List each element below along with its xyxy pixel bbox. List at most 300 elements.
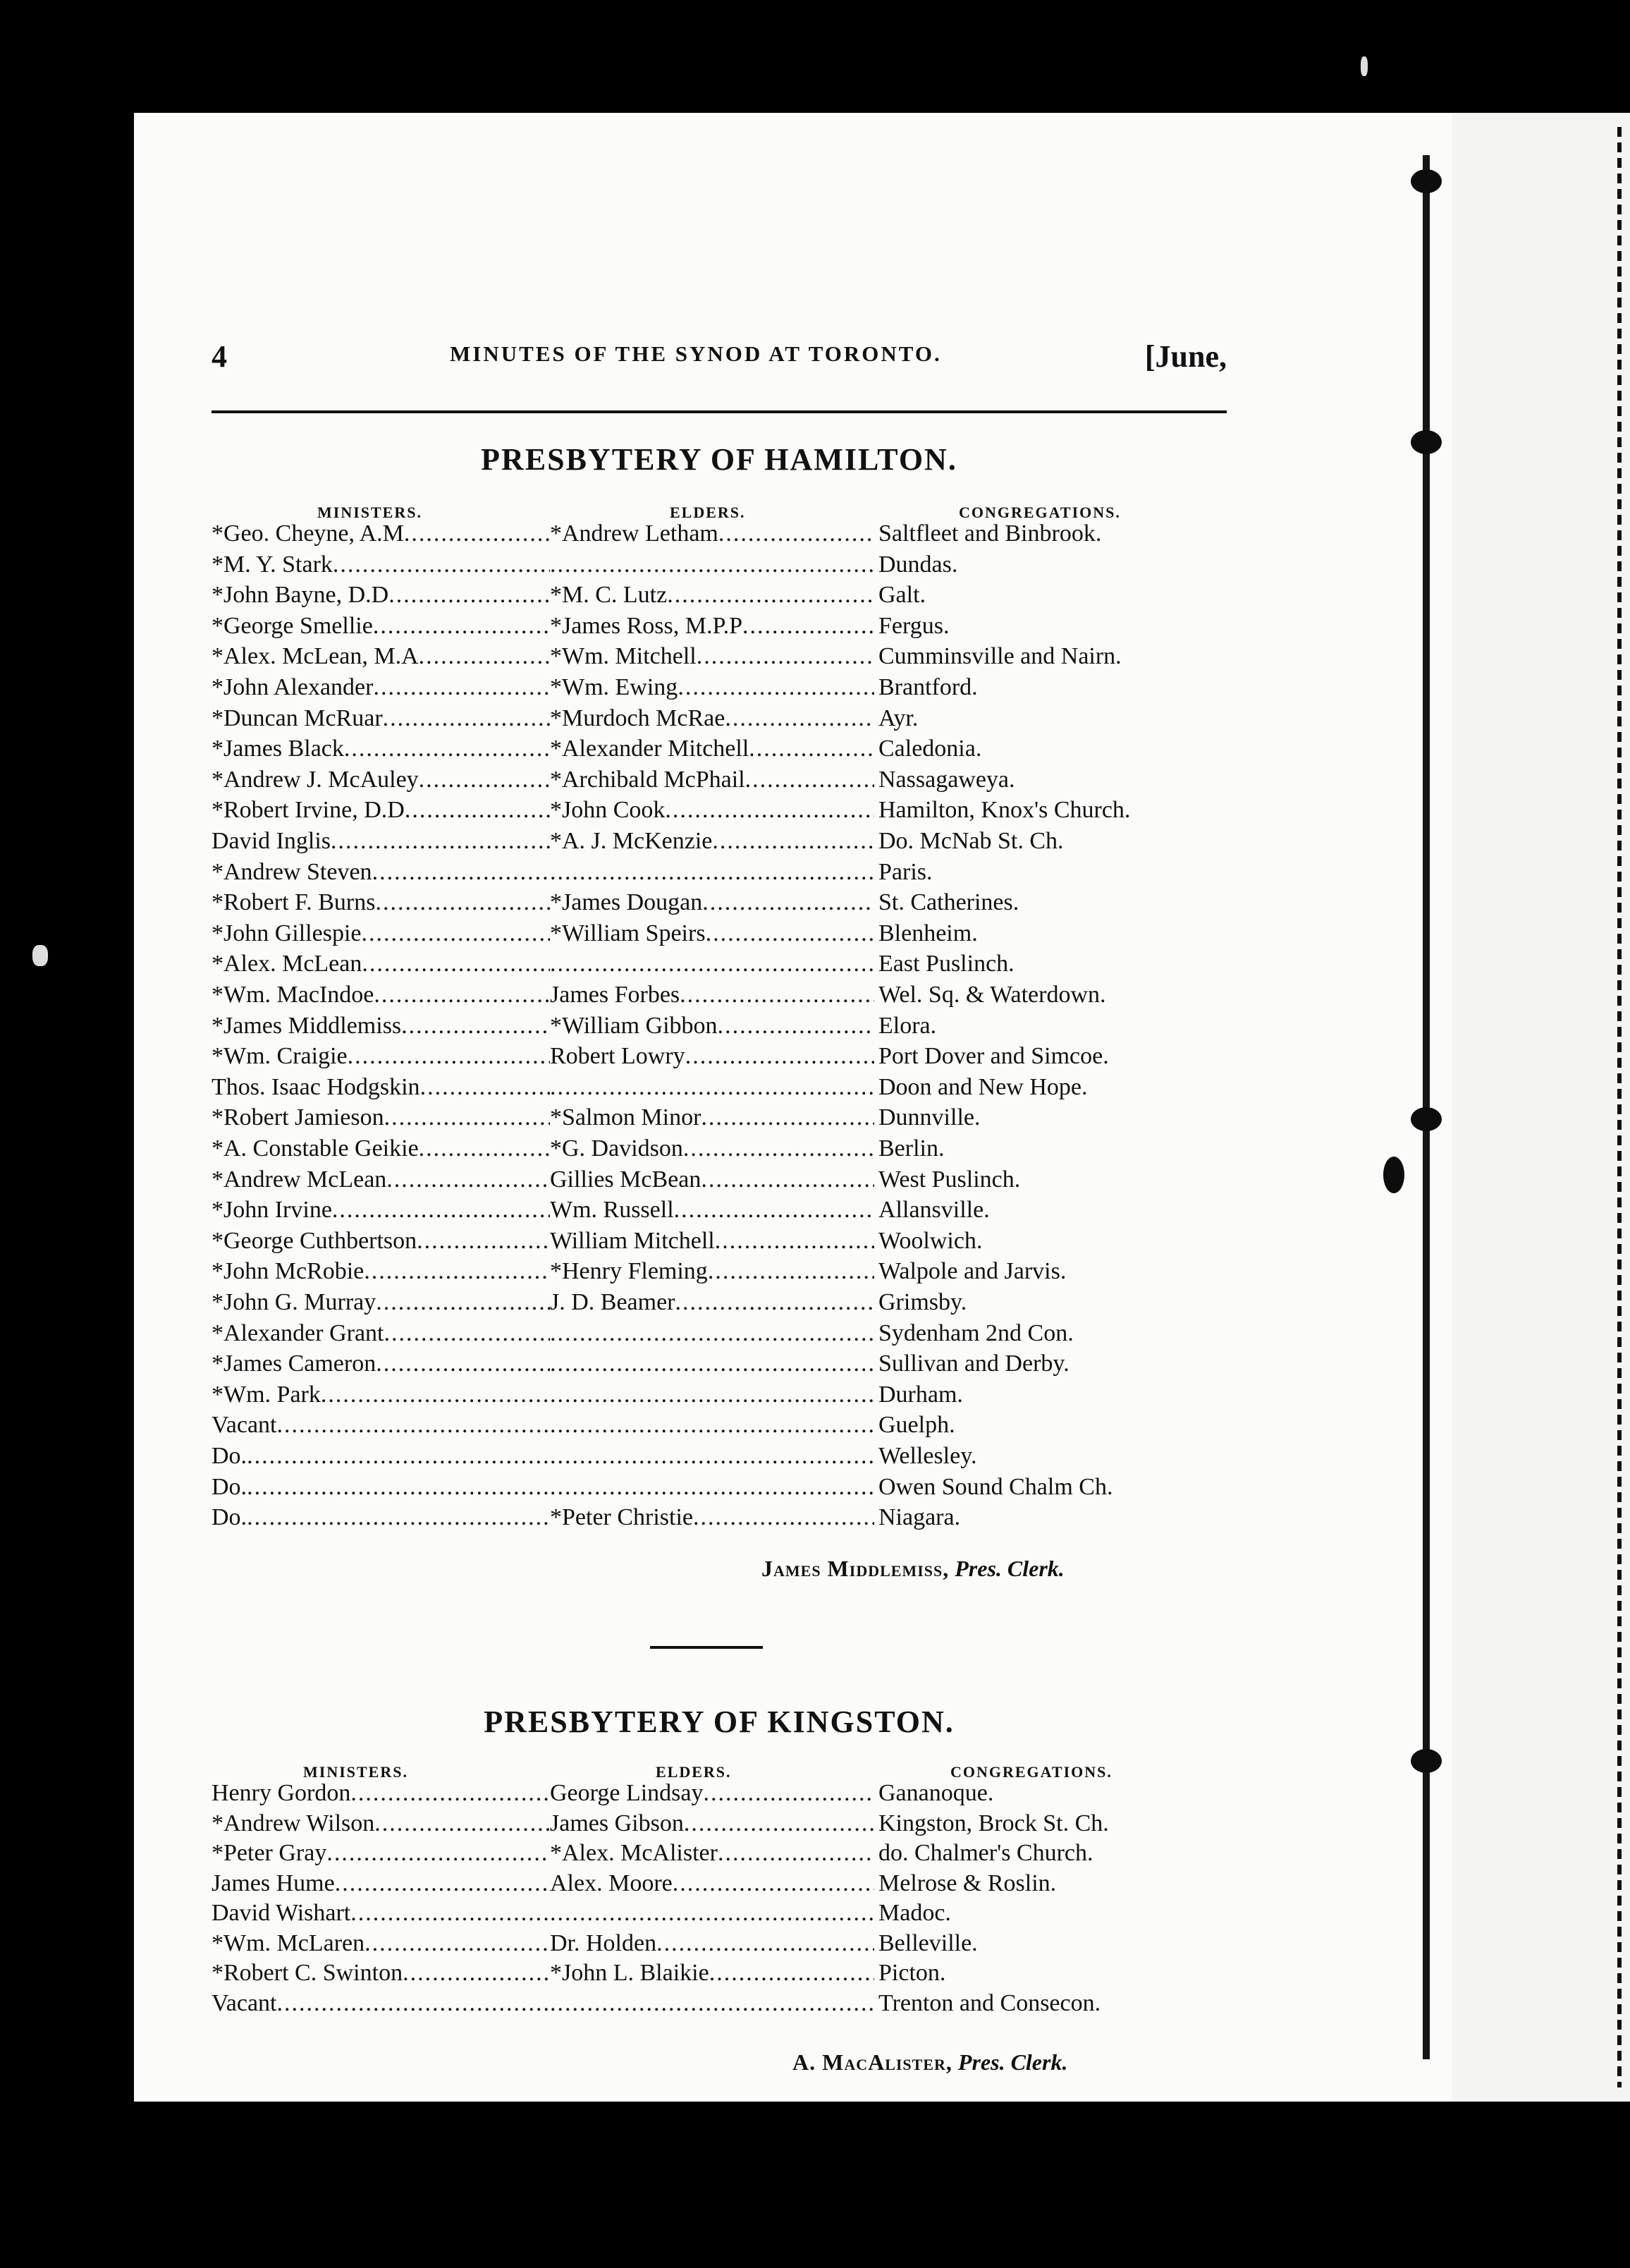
dot-leader [683,1135,874,1162]
congregation-name-cell [874,643,1122,670]
congregation-name-cell [874,1780,993,1807]
minister-name-cell [212,1443,550,1470]
congregation-name-cell [874,1840,1093,1867]
elder-name: *Henry Fleming [550,1258,708,1285]
table-row [212,1289,1227,1320]
dot-leader [384,1104,550,1130]
congregation-name: Doon and New Hope. [878,1073,1088,1100]
table-row [212,674,1227,705]
minister-name-cell [212,982,550,1008]
elder-name: Dr. Holden [550,1929,657,1956]
table-row [212,1412,1227,1443]
table-row [212,920,1227,951]
dot-leader [656,1930,874,1956]
table-row [212,1043,1227,1074]
congregation-name: Durham. [878,1381,963,1408]
elder-name: *Alex. McAlister [550,1840,718,1866]
dot-leader [550,1320,874,1346]
kingston-clerk-role: Pres. Clerk. [957,2049,1068,2075]
dot-leader [708,1258,874,1284]
congregation-name: Belleville. [878,1929,978,1956]
dot-leader [703,1780,874,1806]
congregation-name-cell [874,1166,1020,1193]
dot-leader [374,1810,550,1836]
minister-name: Do. [212,1504,247,1531]
congregation-name-cell [874,1870,1056,1897]
page-number: 4 [212,339,227,374]
minister-name-cell [212,1382,550,1408]
table-row [212,1258,1227,1289]
table-row [212,859,1227,890]
dot-leader [420,1074,550,1100]
table-row [212,767,1227,798]
dot-leader [386,1166,550,1193]
minister-name: *John Irvine [212,1197,332,1224]
stitch-knot [1411,169,1442,193]
hamilton-clerk [761,1556,1065,1582]
elder-name-cell [550,920,874,947]
elder-name-cell [550,1228,874,1255]
running-title: MINUTES OF THE SYNOD AT TORONTO. [450,341,942,366]
table-row [212,613,1227,644]
elder-name-cell [550,1351,874,1377]
congregation-name: Caledonia. [878,736,982,762]
elder-name: *John Cook [550,797,666,824]
dot-leader [350,1900,550,1926]
hamilton-col-ministers: MINISTERS. [317,504,422,521]
congregation-name-cell [874,1289,967,1316]
dot-leader [701,1104,874,1130]
elder-name-cell [550,1504,874,1531]
dot-leader [383,705,550,731]
congregation-name-cell [874,1412,955,1439]
dot-leader [702,889,874,915]
minister-name: *M. Y. Stark [212,551,333,578]
congregation-name-cell [874,797,1130,824]
table-row [212,1104,1227,1135]
dot-leader [401,1013,550,1039]
minister-name: *John McRobie [212,1258,364,1285]
congregation-name-cell [874,1074,1088,1101]
congregation-name: Gananoque. [878,1780,994,1806]
congregation-name-cell [874,736,981,762]
header-rule [212,410,1227,413]
table-row [212,705,1227,736]
elder-name: George Lindsay [550,1780,704,1806]
congregation-name: Sydenham 2nd Con. [878,1319,1074,1346]
dot-leader [709,1960,874,1986]
congregation-name-cell [874,1228,982,1255]
congregation-name: Elora. [878,1012,937,1039]
elder-name-cell [550,551,874,578]
elder-name: *William Speirs [550,920,706,946]
congregation-name: Berlin. [878,1135,945,1162]
minister-name: *Alex. McLean [212,951,362,977]
minister-name-cell [212,1351,550,1377]
table-row [212,1900,1227,1931]
ink-blot [1383,1157,1404,1193]
minister-name-cell [212,1166,550,1193]
minister-name-cell [212,1258,550,1285]
elder-name-cell [550,1840,874,1867]
kingston-clerk [792,2049,1067,2075]
dot-leader [550,1074,874,1100]
elder-name-cell [550,736,874,762]
elder-name-cell [550,1104,874,1131]
minister-name-cell [212,920,550,947]
minister-name: *George Smellie [212,612,373,639]
minister-name: Do. [212,1473,247,1500]
congregation-name: East Puslinch. [878,951,1015,977]
minister-name-cell [212,736,550,762]
table-row [212,1351,1227,1382]
hamilton-col-elders: ELDERS. [670,504,746,521]
elder-name: *M. C. Lutz [550,582,668,609]
dot-leader [697,643,874,669]
stitch-knot [1411,1107,1442,1131]
congregation-name-cell [874,520,1101,547]
table-row [212,1443,1227,1474]
dot-leader [372,859,550,885]
table-row [212,520,1227,551]
congregation-name: Melrose & Roslin. [878,1870,1057,1896]
minister-name-cell [212,643,550,670]
dot-leader [550,951,874,977]
dot-leader [373,613,550,639]
congregation-name: Grimsby. [878,1289,967,1315]
congregation-name-cell [874,889,1019,916]
dot-leader [665,797,874,823]
minister-name-cell [212,551,550,578]
paper-speck [1361,56,1368,76]
dot-leader [675,1289,874,1315]
congregation-name-cell [874,613,949,640]
dot-leader [388,582,550,608]
dot-leader [362,951,550,977]
minister-name: *Robert C. Swinton [212,1960,403,1986]
congregation-name: Sullivan and Derby. [878,1351,1070,1377]
table-row [212,1870,1227,1901]
congregation-name: Allansville. [878,1197,990,1224]
minister-name-cell [212,859,550,886]
congregation-name-cell [874,1443,977,1470]
table-row [212,582,1227,613]
congregation-name-cell [874,1351,1070,1377]
elder-name-cell [550,1930,874,1957]
minister-name: *Andrew J. McAuley [212,766,419,793]
congregation-name: Ayr. [878,705,919,731]
minister-name: *Peter Gray [212,1840,327,1866]
elder-name-cell [550,982,874,1008]
elder-name-cell [550,1412,874,1439]
dot-leader [373,674,550,700]
minister-name: *James Black [212,736,344,762]
minister-name-cell [212,1289,550,1316]
elder-name-cell [550,889,874,916]
dot-leader [331,828,550,854]
table-row [212,1228,1227,1259]
congregation-name-cell [874,1197,990,1224]
elder-name: *John L. Blaikie [550,1960,709,1986]
congregation-name-cell [874,951,1015,977]
dot-leader [419,643,550,669]
dot-leader [550,1412,874,1438]
table-row [212,1504,1227,1535]
table-row [212,951,1227,982]
elder-name-cell [550,1870,874,1897]
elder-name: *William Gibbon [550,1012,718,1039]
congregation-name: Port Dover and Simcoe. [878,1043,1109,1070]
minister-name-cell [212,1013,550,1040]
elder-name-cell [550,582,874,609]
dot-leader [376,1351,550,1377]
minister-name: *John G. Murray [212,1289,376,1315]
elder-name: Alex. Moore [550,1870,673,1896]
dot-leader [684,1810,874,1836]
dot-leader [550,551,874,578]
congregation-name-cell [874,1474,1113,1501]
minister-name-cell [212,582,550,609]
minister-name: *Alexander Grant [212,1319,384,1346]
minister-name-cell [212,1412,550,1439]
minister-name: *Andrew Wilson [212,1810,375,1836]
dot-leader [749,736,874,762]
congregation-name: Dundas. [878,551,958,578]
right-page-edge [1617,127,1622,2087]
minister-name-cell [212,1840,550,1867]
elder-name: *Salmon Minor [550,1104,701,1131]
minister-name-cell [212,1960,550,1987]
minister-name-cell [212,1320,550,1347]
congregation-name-cell [874,982,1106,1008]
dot-leader [376,1289,550,1315]
minister-name-cell [212,613,550,640]
congregation-name: Trenton and Consecon. [878,1989,1101,2016]
dot-leader [375,889,550,915]
minister-name: *John Bayne, D.D [212,582,389,609]
table-row [212,1840,1227,1871]
minister-name: *Wm. Craigie [212,1043,348,1070]
congregation-name: Wel. Sq. & Waterdown. [878,982,1106,1008]
congregation-name: Dunnville. [878,1104,981,1131]
table-row [212,982,1227,1013]
dot-leader [335,1870,550,1896]
hamilton-title: PRESBYTERY OF HAMILTON. [481,442,957,477]
congregation-name-cell [874,1043,1109,1070]
congregation-name-cell [874,920,978,947]
congregation-name: Nassagaweya. [878,766,1015,793]
dot-leader [718,1840,874,1866]
elder-name-cell [550,613,874,640]
congregation-name: St. Catherines. [878,889,1019,916]
elder-name-cell [550,1258,874,1285]
section-separator [650,1646,763,1649]
dot-leader [725,705,874,731]
elder-name-cell [550,1043,874,1070]
elder-name: *Alexander Mitchell [550,736,749,762]
dot-leader [550,1351,874,1377]
stitch-knot [1411,430,1442,454]
congregation-name-cell [874,859,933,886]
elder-name-cell [550,520,874,547]
dot-leader [361,920,550,946]
elder-name-cell [550,1135,874,1162]
dot-leader [277,1990,550,2016]
minister-name: Henry Gordon [212,1780,351,1806]
minister-name: *Wm. McLaren [212,1929,365,1956]
congregation-name: Walpole and Jarvis. [878,1258,1067,1285]
elder-name-cell [550,1474,874,1501]
minister-name: *James Cameron [212,1351,376,1377]
elder-name-cell [550,1382,874,1408]
dot-leader [673,1870,874,1896]
congregation-name: Brantford. [878,674,978,700]
table-row [212,1197,1227,1228]
minister-name-cell [212,1930,550,1957]
elder-name: Robert Lowry [550,1043,685,1070]
dot-leader [419,767,550,793]
congregation-name: Paris. [878,858,933,885]
kingston-col-congregations: CONGREGATIONS. [950,1763,1113,1781]
dot-leader [384,1320,550,1346]
elder-name: *G. Davidson [550,1135,683,1162]
congregation-name: Saltfleet and Binbrook. [878,520,1102,547]
minister-name: David Wishart [212,1900,351,1926]
elder-name: James Forbes [550,982,680,1008]
minister-name: *Robert Irvine, D.D [212,797,405,824]
minister-name-cell [212,520,550,547]
dot-leader [550,1443,874,1469]
table-row [212,1135,1227,1166]
congregation-name-cell [874,1320,1074,1347]
elder-name: *A. J. McKenzie [550,828,713,854]
dot-leader [350,1780,550,1806]
congregation-name-cell [874,551,957,578]
congregation-name: Woolwich. [878,1227,983,1254]
congregation-name: Blenheim. [878,920,978,946]
minister-name: *James Middlemiss [212,1012,402,1039]
dot-leader [374,982,550,1008]
minister-name: *Geo. Cheyne, A.M [212,520,404,547]
congregation-name-cell [874,1135,944,1162]
dot-leader [667,582,874,608]
minister-name-cell [212,705,550,732]
congregation-name-cell [874,1930,978,1957]
congregation-name: do. Chalmer's Church. [878,1840,1093,1866]
table-row [212,1382,1227,1413]
table-row [212,1780,1227,1811]
dot-leader [348,1043,550,1069]
table-row [212,1810,1227,1841]
minister-name-cell [212,767,550,793]
minister-name: James Hume [212,1870,335,1896]
paper-speck [32,945,48,966]
minister-name: *Andrew Steven [212,858,372,885]
congregation-name: Niagara. [878,1504,961,1531]
elder-name-cell [550,828,874,855]
congregation-name-cell [874,1990,1101,2017]
elder-name: *Peter Christie [550,1504,694,1531]
congregation-name: Picton. [878,1960,946,1986]
dot-leader [364,1930,550,1956]
dot-leader [277,1412,550,1438]
dot-leader [364,1258,550,1284]
dot-leader [712,828,874,854]
congregation-name-cell [874,582,926,609]
dot-leader [404,520,550,547]
dot-leader [550,1900,874,1926]
minister-name-cell [212,1104,550,1131]
dot-leader [247,1443,550,1469]
congregation-name: Wellesley. [878,1443,977,1469]
minister-name: *Robert Jamieson [212,1104,384,1131]
elder-name: James Gibson [550,1810,684,1836]
dot-leader [715,1228,874,1254]
congregation-name-cell [874,828,1064,855]
congregation-name: Cumminsville and Nairn. [878,643,1122,670]
table-row [212,797,1227,828]
table-row [212,1320,1227,1351]
minister-name-cell [212,951,550,977]
running-month: [June, [1144,339,1227,374]
dot-leader [550,1990,874,2016]
minister-name-cell [212,1870,550,1897]
dot-leader [247,1504,550,1530]
elder-name-cell [550,1074,874,1101]
dot-leader [680,982,874,1008]
table-row [212,1960,1227,1991]
minister-name-cell [212,1228,550,1255]
elder-name: William Mitchell [550,1227,715,1254]
minister-name-cell [212,1810,550,1837]
elder-name-cell [550,1780,874,1807]
table-row [212,828,1227,859]
kingston-col-ministers: MINISTERS. [303,1763,408,1781]
elder-name: *Wm. Mitchell [550,643,697,670]
dot-leader [333,551,550,578]
minister-name-cell [212,1474,550,1501]
elder-name-cell [550,1810,874,1837]
minister-name: *Robert F. Burns [212,889,376,916]
congregation-name: Fergus. [878,612,950,639]
elder-name-cell [550,1166,874,1193]
minister-name: *George Cuthbertson [212,1227,417,1254]
elder-name-cell [550,1197,874,1224]
dot-leader [247,1474,550,1500]
congregation-name-cell [874,1382,963,1408]
congregation-name-cell [874,1900,951,1927]
congregation-name-cell [874,1104,980,1131]
hamilton-col-congregations: CONGREGATIONS. [959,504,1121,521]
congregation-name: Guelph. [878,1412,955,1439]
minister-name: Do. [212,1443,247,1469]
table-row [212,643,1227,674]
minister-name-cell [212,1197,550,1224]
minister-name-cell [212,889,550,916]
minister-name: *Alex. McLean, M.A [212,643,419,670]
minister-name-cell [212,1504,550,1531]
minister-name-cell [212,674,550,701]
elder-name-cell [550,1960,874,1987]
congregation-name-cell [874,1258,1066,1285]
table-row [212,1930,1227,1961]
congregation-name-cell [874,767,1015,793]
minister-name: *A. Constable Geikie [212,1135,419,1162]
table-row [212,551,1227,583]
dot-leader [417,1228,550,1254]
congregation-name-cell [874,1810,1109,1837]
dot-leader [326,1840,550,1866]
